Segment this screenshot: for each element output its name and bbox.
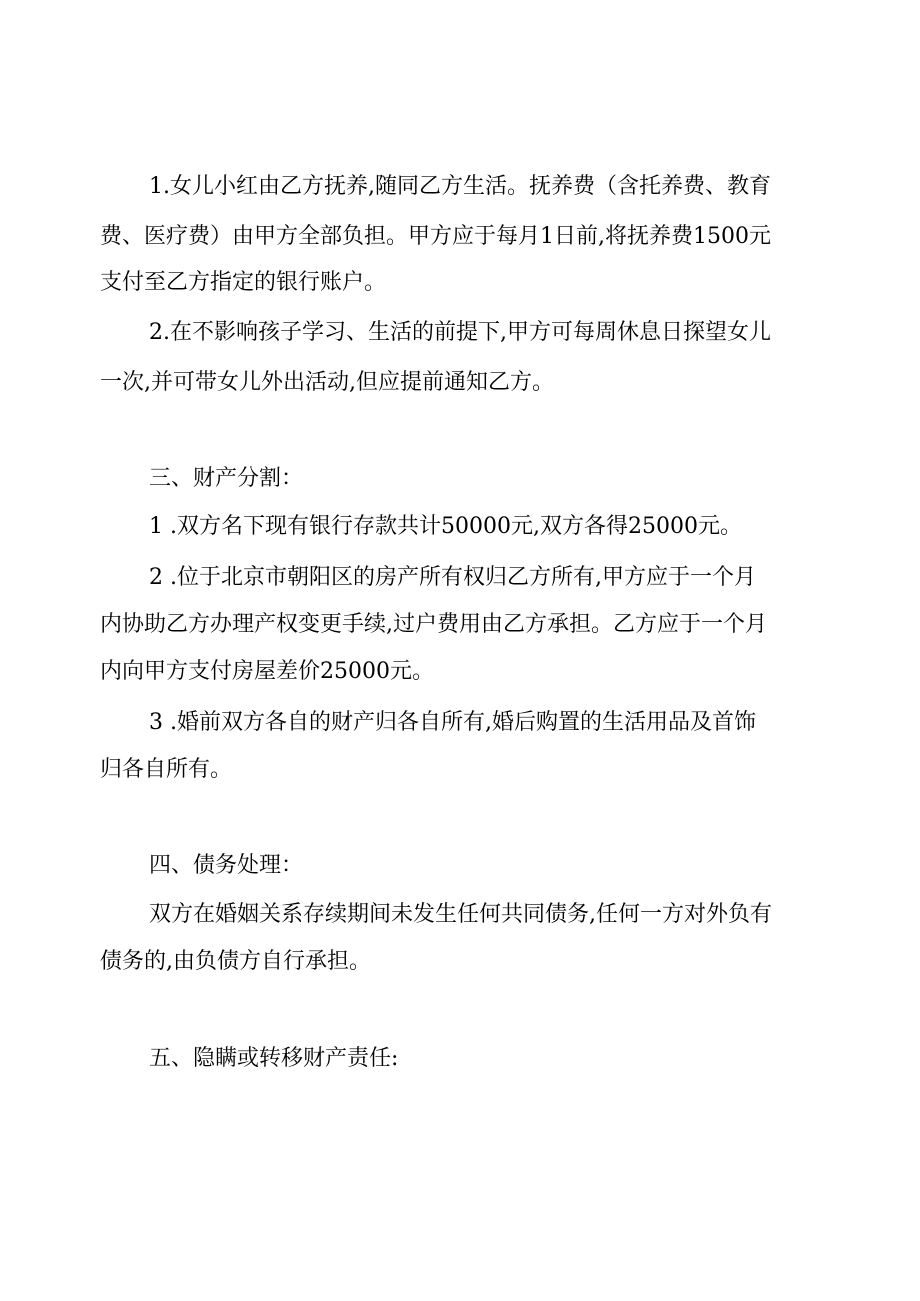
custody-item-2-line-2: 一次,并可带女儿外出活动,但应提前通知乙方。: [100, 370, 554, 395]
property-item-3-line-2: 归各自所有。: [100, 757, 233, 782]
property-item-2-line-2: 内协助乙方办理产权变更手续,过户费用由乙方承担。乙方应于一个月: [100, 612, 767, 637]
debt-heading: 四、债务处理：: [149, 853, 304, 878]
debt-body-line-2: 债务的,由负债方自行承担。: [100, 949, 371, 974]
custody-item-1-line-1: 1.女儿小红由乙方抚养,随同乙方生活。抚养费（含托养费、教育: [149, 174, 771, 199]
property-item-2-line-1: 2 .位于北京市朝阳区的房产所有权归乙方所有,甲方应于一个月: [149, 565, 756, 590]
property-item-3-line-1: 3 .婚前双方各自的财产归各自所有,婚后购置的生活用品及首饰: [149, 710, 756, 735]
debt-body-line-1: 双方在婚姻关系存续期间未发生任何共同债务,任何一方对外负有: [149, 902, 772, 927]
property-heading: 三、财产分割：: [149, 466, 304, 491]
concealment-heading: 五、隐瞒或转移财产责任:: [149, 1046, 399, 1071]
custody-item-2-line-1: 2.在不影响孩子学习、生活的前提下,甲方可每周休息日探望女儿: [149, 320, 771, 345]
property-item-1-line-1: 1 .双方名下现有银行存款共计50000元,双方各得25000元。: [149, 514, 742, 539]
custody-item-1-line-2: 费、医疗费）由甲方全部负担。甲方应于每月1日前,将抚养费1500元: [100, 224, 771, 249]
custody-item-1-line-3: 支付至乙方指定的银行账户。: [100, 270, 387, 295]
property-item-2-line-3: 内向甲方支付房屋差价25000元。: [100, 659, 434, 684]
